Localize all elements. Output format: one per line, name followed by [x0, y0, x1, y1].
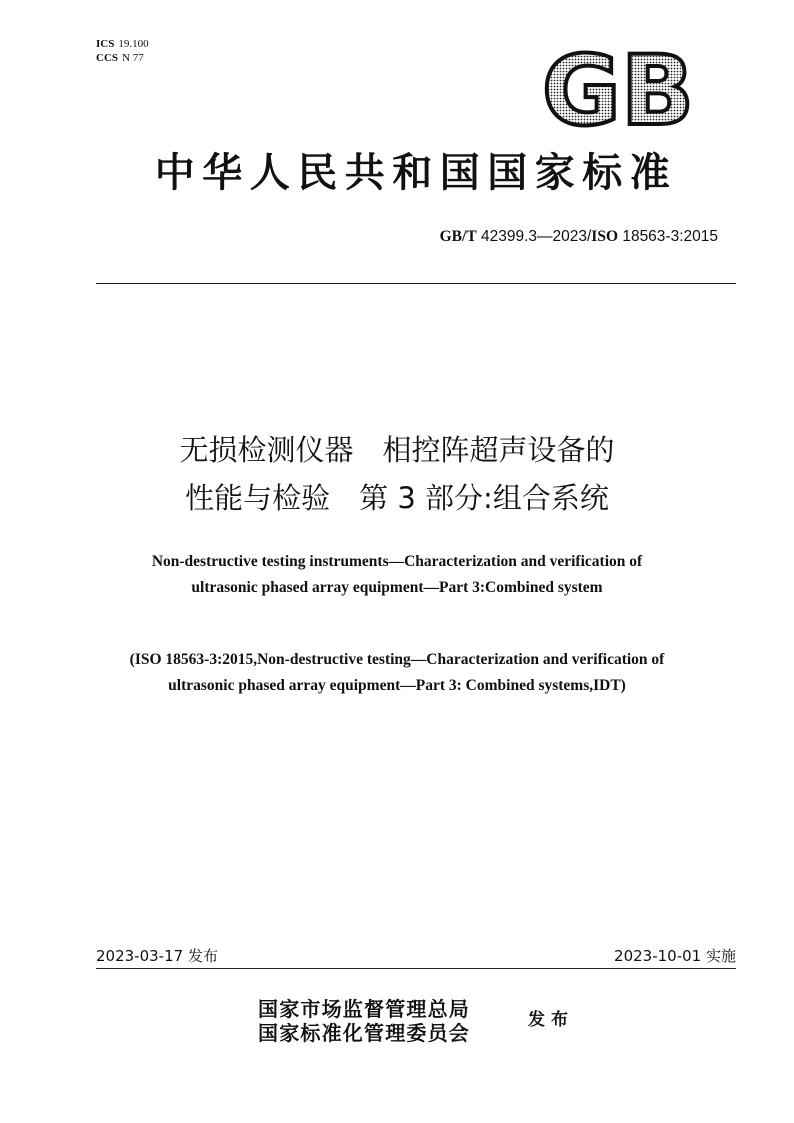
implementation-date: 2023-10-01 实施	[614, 947, 736, 965]
issuer-sac: 国家标准化管理委员会	[258, 1021, 470, 1045]
iso-reference-line2: ultrasonic phased array equipment—Part 3: Combined systems,IDT)	[168, 677, 626, 694]
top-divider	[96, 283, 736, 284]
issuer-samr: 国家市场监督管理总局	[258, 997, 470, 1021]
title-zh-line1: 无损检测仪器 相控阵超声设备的	[179, 433, 615, 467]
ics-value: 19.100	[118, 38, 149, 50]
gb-logo	[538, 46, 698, 130]
standard-code: 42399.3—2023/	[476, 228, 592, 245]
ccs-code	[96, 52, 144, 65]
ics-label: ICS	[96, 38, 115, 50]
issued-label: 发布	[528, 1010, 574, 1030]
ccs-label: CCS	[96, 52, 119, 64]
gb-logo-text: GB	[542, 46, 694, 130]
iso-prefix: ISO	[591, 228, 619, 245]
ccs-value: N 77	[122, 52, 144, 64]
bottom-divider	[96, 968, 736, 969]
standard-prefix: GB/T	[439, 228, 477, 245]
ics-code	[96, 38, 149, 51]
iso-code: 18563-3:2015	[618, 228, 718, 245]
title-en-line1: Non-destructive testing instruments—Characterization and verification of	[151, 553, 643, 570]
title-en-line2: ultrasonic phased array equipment—Part 3:Combined system	[191, 579, 603, 596]
national-standard-title: 中华人民共和国国家标准	[154, 149, 678, 196]
standard-number	[440, 227, 718, 247]
iso-reference-line1: (ISO 18563-3:2015,Non-destructive testing—Characterization and verification of	[129, 651, 665, 668]
title-zh-line2: 性能与检验 第 3 部分:组合系统	[185, 481, 609, 515]
issue-date: 2023-03-17 发布	[96, 947, 218, 965]
